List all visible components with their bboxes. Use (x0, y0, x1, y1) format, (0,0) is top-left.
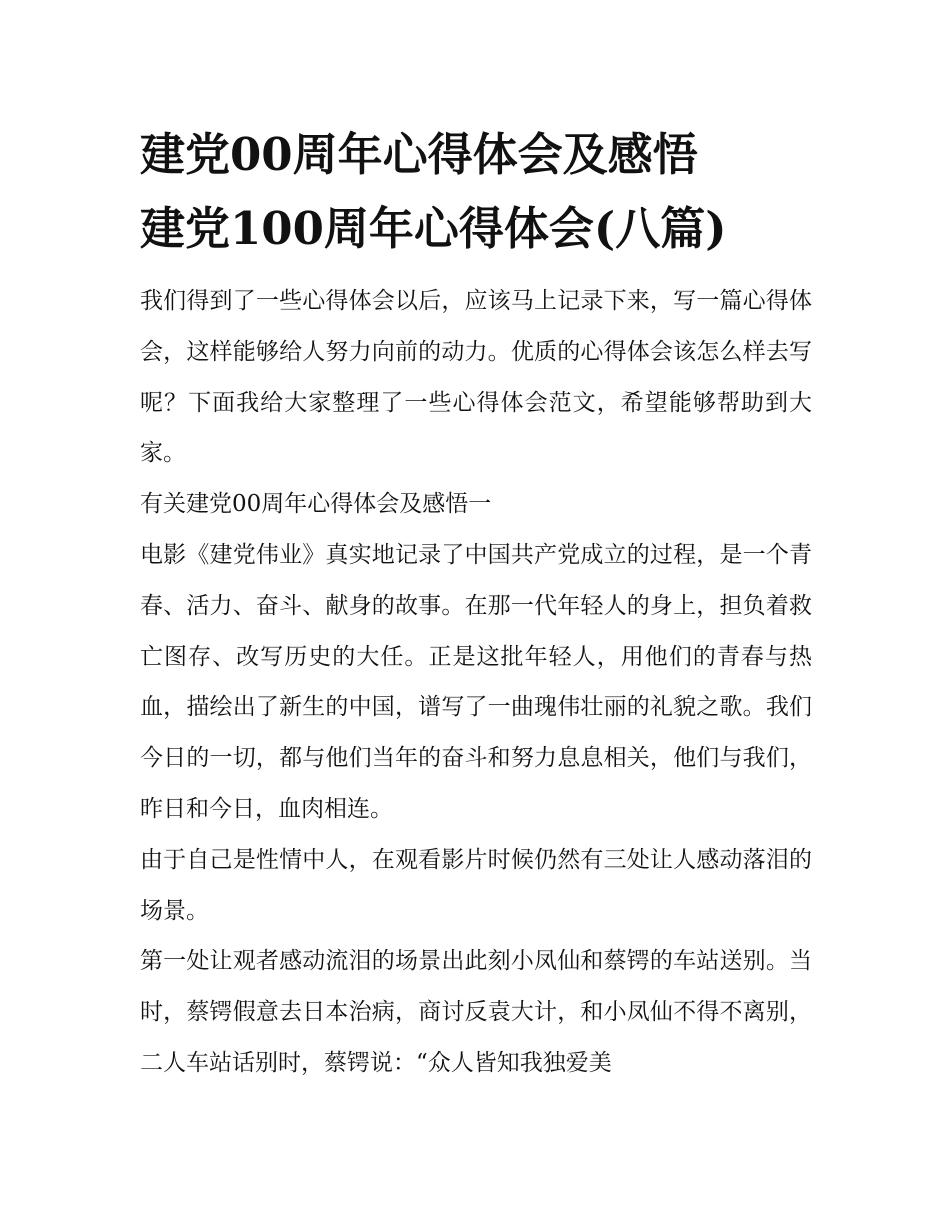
document-title-line-2: 建党100周年心得体会(八篇) (140, 202, 727, 255)
body-paragraph: 由于自己是性情中人，在观看影片时候仍然有三处让人感动落泪的场景。 (140, 846, 812, 924)
intro-paragraph: 我们得到了一些心得体会以后，应该马上记录下来，写一篇心得体会，这样能够给人努力向前的动力。优质的心得体会该怎么样去写呢？下面我给大家整理了一些心得体会范文，希望能够帮助到大家。 (140, 288, 812, 467)
document-body (140, 276, 812, 1089)
document-title-line-1: 建党00周年心得体会及感悟 (140, 128, 698, 181)
section-heading: 有关建党00周年心得体会及感悟一 (140, 491, 492, 518)
document-content (140, 118, 812, 1089)
body-paragraph: 第一处让观者感动流泪的场景出此刻小凤仙和蔡锷的车站送别。当时，蔡锷假意去日本治病，商讨反袁大计，和小凤仙不得不离别，二人车站话别时，蔡锷说：“众人皆知我独爱美 (140, 948, 812, 1076)
body-paragraph: 电影《建党伟业》真实地记录了中国共产党成立的过程，是一个青春、活力、奋斗、献身的故事。在那一代年轻人的身上，担负着救亡图存、改写历史的大任。正是这批年轻人，用他们的青春与热血，描绘出了新生的中国，谱写了一曲瑰伟壮丽的礼貌之歌。我们今日的一切，都与他们当年的奋斗和努力息息相关，他们与我们，昨日和今日，血肉相连。 (140, 541, 812, 822)
